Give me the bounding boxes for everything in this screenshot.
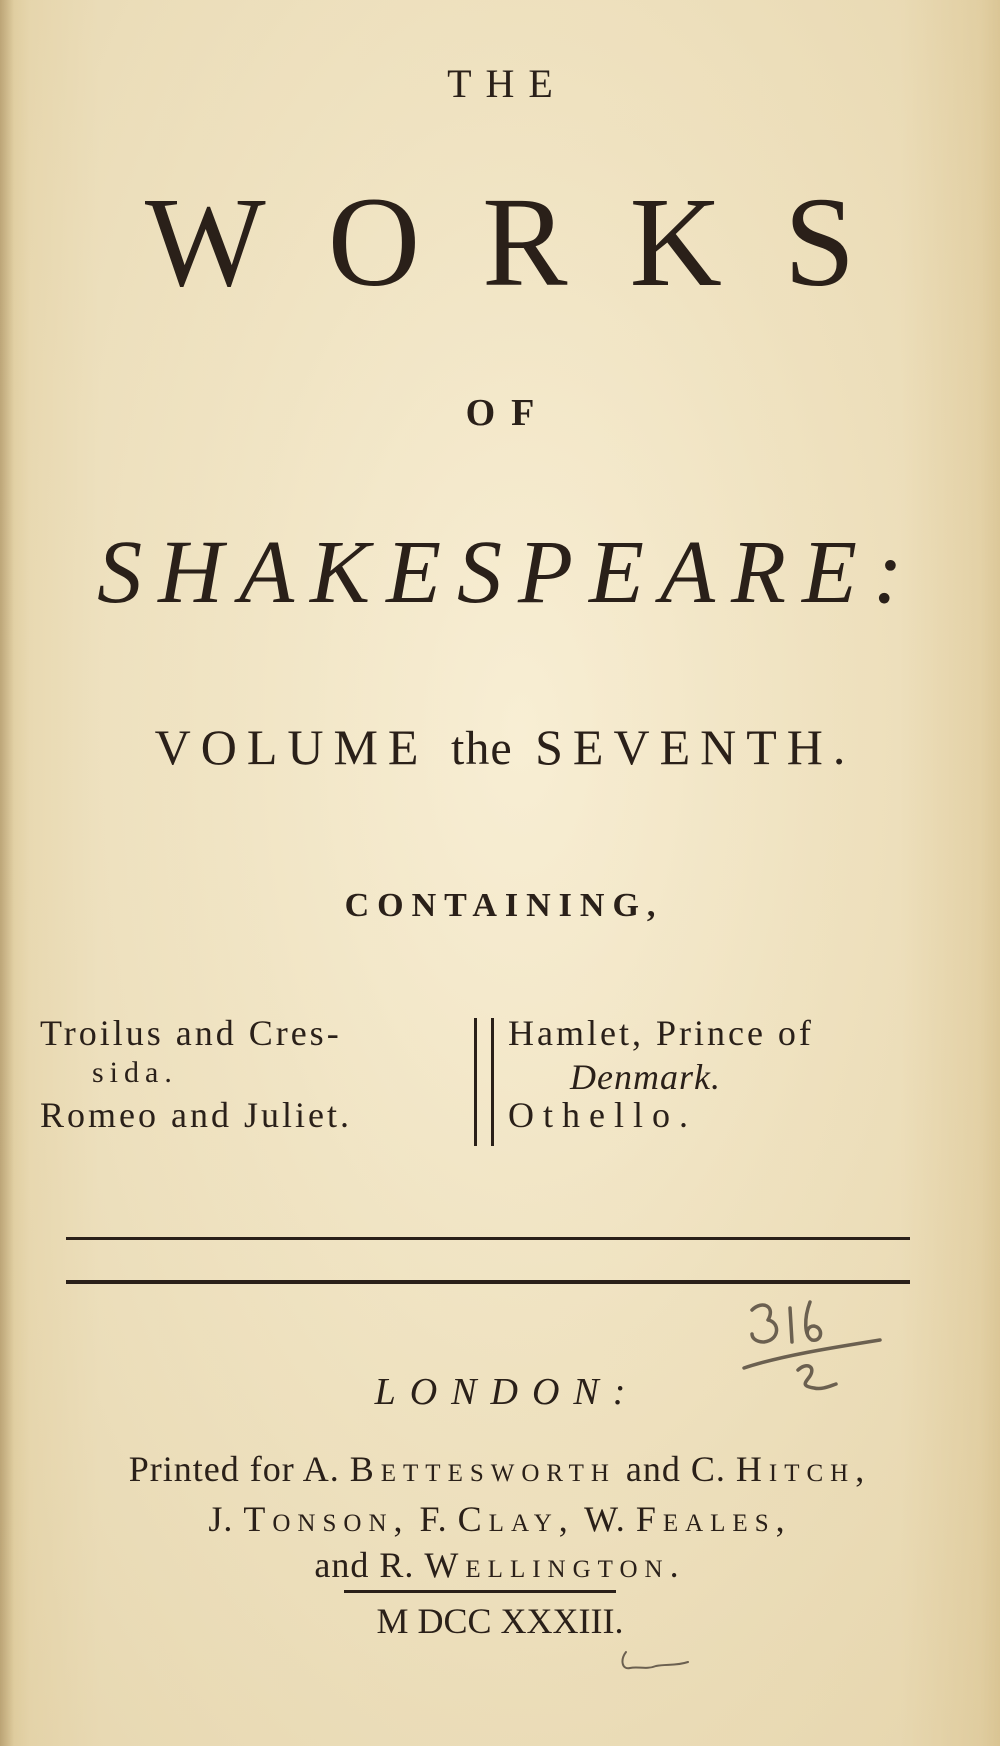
imprint-and-r: and R.	[314, 1545, 415, 1585]
imprint-hitch: Hitch,	[735, 1449, 872, 1489]
play-hamlet-line2: Denmark.	[570, 1057, 721, 1097]
rule-upper	[66, 1237, 910, 1240]
imprint-feales: Feales,	[635, 1499, 792, 1539]
imprint-clay: Clay,	[457, 1499, 575, 1539]
imprint-line-3	[0, 1544, 1000, 1586]
imprint-line-2	[0, 1498, 1000, 1540]
imprint-f: F.	[419, 1499, 448, 1539]
imprint-and-c: and C.	[625, 1449, 726, 1489]
date-rule	[344, 1590, 616, 1593]
play-romeo: Romeo and Juliet.	[40, 1095, 352, 1135]
imprint-date: M DCC XXXIII.	[376, 1601, 624, 1641]
play-hamlet-line1: Hamlet, Prince of	[508, 1013, 814, 1053]
imprint-wellington: Wellington.	[424, 1545, 686, 1585]
imprint-printed-for: Printed for A.	[128, 1449, 340, 1489]
contents-list	[40, 1012, 940, 1152]
imprint-bettesworth: Bettesworth	[349, 1449, 616, 1489]
title-of: OF	[465, 392, 551, 434]
play-troilus-line2: sida.	[92, 1056, 178, 1089]
imprint-line-1	[0, 1448, 1000, 1490]
title-works: WORKS	[144, 171, 918, 313]
title-the: THE	[447, 61, 567, 106]
volume-word: VOLUME	[154, 719, 429, 775]
volume-line	[0, 719, 1000, 775]
containing-heading: CONTAINING,	[344, 887, 664, 924]
imprint-j: J.	[208, 1499, 234, 1539]
imprint-city: LONDON:	[374, 1371, 640, 1413]
title-author: SHAKESPEARE:	[97, 523, 919, 622]
volume-number: SEVENTH.	[535, 719, 856, 775]
contents-divider	[474, 1018, 494, 1146]
play-troilus-line1: Troilus and Cres-	[40, 1013, 342, 1053]
play-othello: Othello.	[508, 1095, 697, 1135]
imprint-tonson: Tonson,	[243, 1499, 410, 1539]
rule-lower	[66, 1280, 910, 1284]
volume-the: the	[450, 722, 513, 775]
handwritten-scribble	[616, 1640, 696, 1680]
imprint-w: W.	[584, 1499, 626, 1539]
